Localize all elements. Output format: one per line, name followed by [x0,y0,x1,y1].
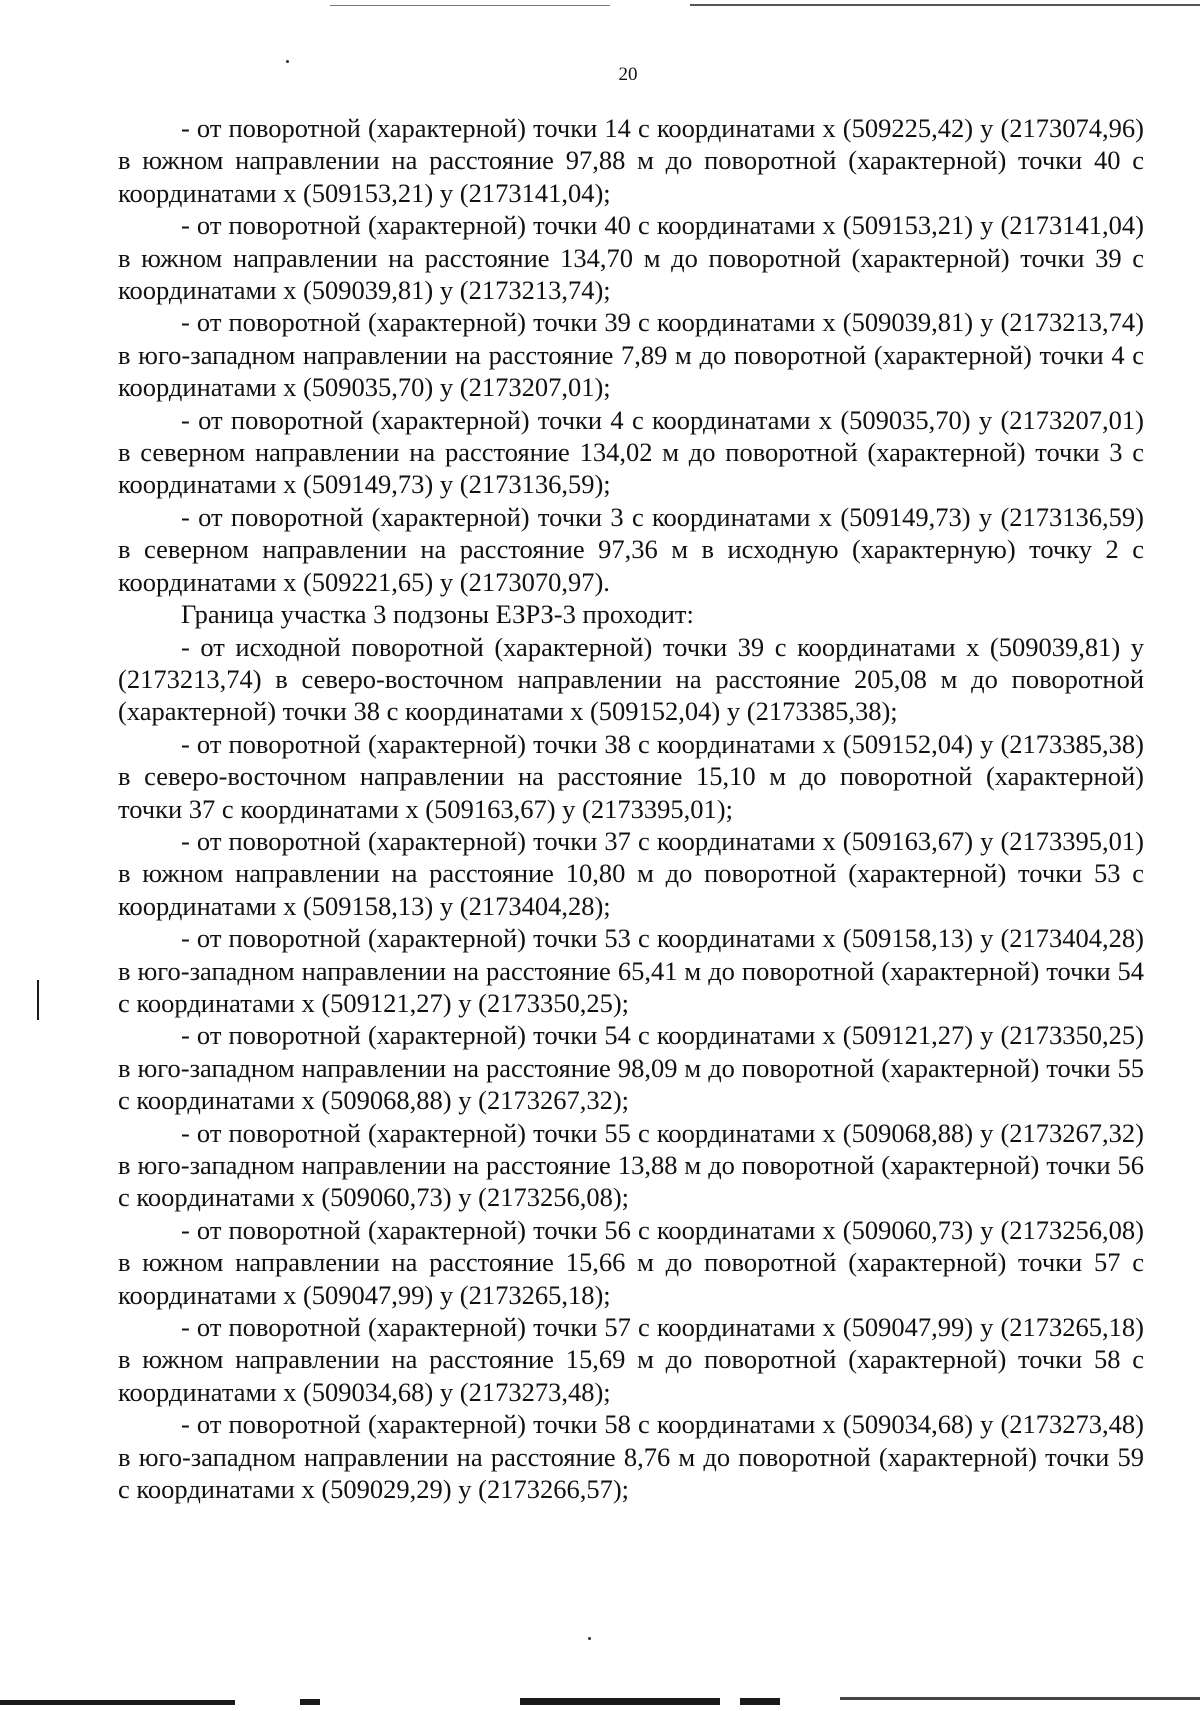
paragraph: - от поворотной (характерной) точки 3 с координатами x (509149,73) y (2173136,59) в северном направлении на расстояние 97,36 м в исходную (характерную) точку 2 с координатами x (509221,65) y (2173070,97). [118,501,1144,597]
scan-dot [286,60,289,63]
paragraph: - от поворотной (характерной) точки 56 с координатами x (509060,73) y (2173256,08) в южном направлении на расстояние 15,66 м до поворотной (характерной) точки 57 с координатами x (509047,99) y (2173265,18); [118,1214,1144,1310]
paragraph: - от исходной поворотной (характерной) точки 39 с координатами x (509039,81) y (2173213,74) в северо-восточном направлении на расстояние 205,08 м до поворотной (характерной) точки 38 с координатами x (509152,04) y (2173385,38); [118,631,1144,727]
paragraph: - от поворотной (характерной) точки 37 с координатами x (509163,67) y (2173395,01) в южном направлении на расстояние 10,80 м до поворотной (характерной) точки 53 с координатами x (509158,13) y (2173404,28); [118,825,1144,921]
document-body [118,112,1144,1505]
scan-left-mark [37,980,39,1020]
scan-bottom-line [0,1700,235,1705]
paragraph: - от поворотной (характерной) точки 57 с координатами x (509047,99) y (2173265,18) в южном направлении на расстояние 15,69 м до поворотной (характерной) точки 58 с координатами x (509034,68) y (2173273,48); [118,1312,1144,1407]
paragraph: - от поворотной (характерной) точки 54 с координатами x (509121,27) y (2173350,25) в юго-западном направлении на расстояние 98,09 м до поворотной (характерной) точки 55 с координатами x (509068,88) y (2173267,32); [118,1020,1144,1116]
paragraph: - от поворотной (характерной) точки 55 с координатами x (509068,88) y (2173267,32) в юго-западном направлении на расстояние 13,88 м до поворотной (характерной) точки 56 с координатами x (509060,73) y (2173256,08); [118,1117,1144,1213]
scan-bottom-line [740,1698,780,1705]
scan-bottom-line [520,1698,720,1705]
section-heading: Граница участка 3 подзоны ЕЗРЗ-3 проходит: [181,599,694,630]
paragraph: - от поворотной (характерной) точки 4 с координатами x (509035,70) y (2173207,01) в северном направлении на расстояние 134,02 м до поворотной (характерной) точки 3 с координатами x (509149,73) y (2173136,59); [118,404,1144,500]
scan-dot [588,1637,591,1640]
scan-top-line [330,5,610,6]
paragraph: - от поворотной (характерной) точки 14 с координатами x (509225,42) y (2173074,96) в южном направлении на расстояние 97,88 м до поворотной (характерной) точки 40 с координатами x (509153,21) y (2173141,04); [118,113,1144,208]
paragraph: - от поворотной (характерной) точки 38 с координатами x (509152,04) y (2173385,38) в северо-восточном направлении на расстояние 15,10 м до поворотной (характерной) точки 37 с координатами x (509163,67) y (2173395,01); [118,728,1144,824]
page-number: 20 [618,64,638,85]
scan-top-line [690,4,1200,6]
paragraph: - от поворотной (характерной) точки 53 с координатами x (509158,13) y (2173404,28) в юго-западном направлении на расстояние 65,41 м до поворотной (характерной) точки 54 с координатами x (509121,27) y (2173350,25); [118,923,1144,1018]
paragraph: - от поворотной (характерной) точки 58 с координатами x (509034,68) y (2173273,48) в юго-западном направлении на расстояние 8,76 м до поворотной (характерной) точки 59 с координатами x (509029,29) y (2173266,57); [118,1409,1144,1505]
scan-bottom-line [840,1697,1200,1700]
paragraph: - от поворотной (характерной) точки 40 с координатами x (509153,21) y (2173141,04) в южном направлении на расстояние 134,70 м до поворотной (характерной) точки 39 с координатами x (509039,81) y (2173213,74); [118,210,1144,306]
scan-bottom-line [300,1699,320,1705]
paragraph: - от поворотной (характерной) точки 39 с координатами x (509039,81) y (2173213,74) в юго-западном направлении на расстояние 7,89 м до поворотной (характерной) точки 4 с координатами x (509035,70) y (2173207,01); [118,307,1144,403]
